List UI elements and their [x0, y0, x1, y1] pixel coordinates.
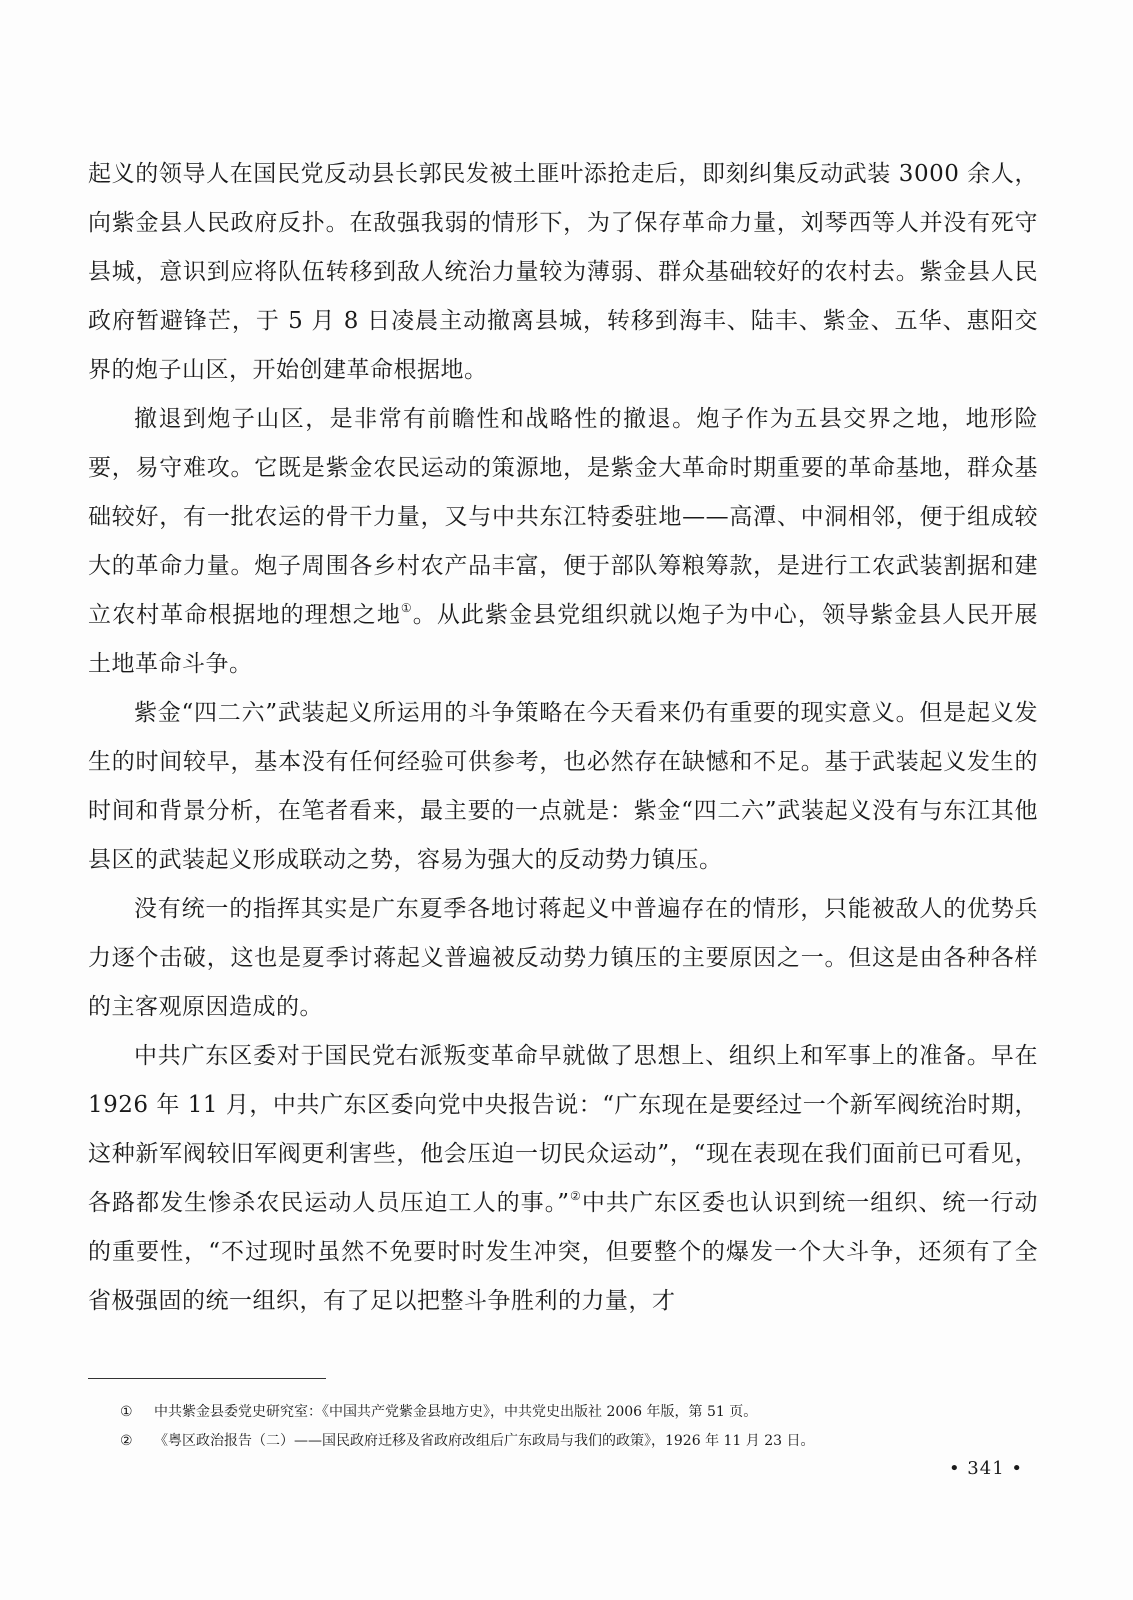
footnote-divider	[88, 1378, 326, 1379]
paragraph-text: 中共广东区委也认识到统一组织、统一行动的重要性，“不过现时虽然不免要时时发生冲突，但要整个的爆发一个大斗争，还须有了全省极强固的统一组织，有了足以把整斗争胜利的力量，才	[88, 1190, 1039, 1314]
footnote-text: 中共紫金县委党史研究室：《中国共产党紫金县地方史》，中共党史出版社 2006 年版，第 51 页。	[154, 1404, 758, 1420]
footnote-mark: ①	[120, 1404, 133, 1420]
footnotes	[120, 1398, 1050, 1456]
footnote-text: 《粤区政治报告（二）——国民政府迁移及省政府改组后广东政局与我们的政策》，1926 年 11 月 23 日。	[154, 1433, 815, 1449]
footnote-reference: ②	[569, 1189, 582, 1203]
paragraph-text: 撤退到炮子山区，是非常有前瞻性和战略性的撤退。炮子作为五县交界之地，地形险要，易守难攻。它既是紫金农民运动的策源地，是紫金大革命时期重要的革命基地，群众基础较好，有一批农运的骨干力量，又与中共东江特委驻地——高潭、中洞相邻，便于组成较大的革命力量。炮子周围各乡村农产品丰富，便于部队筹粮筹款，是进行工农武装割据和建立农村革命根据地的理想之地	[88, 406, 1038, 628]
paragraph	[88, 885, 1038, 1032]
paragraph	[88, 1032, 1038, 1326]
page-number: • 341 •	[948, 1458, 1023, 1479]
footnote	[120, 1398, 1050, 1427]
paragraph	[88, 689, 1038, 885]
paragraph-text: 。从此紫金县党组织就以炮子为中心，领导紫金县人民开展土地革命斗争。	[88, 602, 1039, 677]
paragraph-text: 中共广东区委对于国民党右派叛变革命早就做了思想上、组织上和军事上的准备。早在 1926 年 11 月，中共广东区委向党中央报告说：“广东现在是要经过一个新军阀统治时期，这种新军阀较旧军阀更利害些，他会压迫一切民众运动”，“现在表现在我们面前已可看见，各路都发生惨杀农民运动人员压迫工人的事。”	[88, 1043, 1038, 1216]
footnote-mark: ②	[120, 1433, 133, 1449]
footnote-reference: ①	[400, 601, 413, 615]
paragraph	[88, 150, 1038, 395]
paragraph-text: 紫金“四二六”武装起义所运用的斗争策略在今天看来仍有重要的现实意义。但是起义发生的时间较早，基本没有任何经验可供参考，也必然存在缺憾和不足。基于武装起义发生的时间和背景分析，在笔者看来，最主要的一点就是：紫金“四二六”武装起义没有与东江其他县区的武装起义形成联动之势，容易为强大的反动势力镇压。	[88, 700, 1038, 873]
paragraph-text: 起义的领导人在国民党反动县长郭民发被土匪叶添抢走后，即刻纠集反动武装 3000 余人，向紫金县人民政府反扑。在敌强我弱的情形下，为了保存革命力量，刘琴西等人并没有死守县城，意识到应将队伍转移到敌人统治力量较为薄弱、群众基础较好的农村去。紫金县人民政府暂避锋芒，于 5 月 8 日凌晨主动撤离县城，转移到海丰、陆丰、紫金、五华、惠阳交界的炮子山区，开始创建革命根据地。	[88, 161, 1038, 383]
paragraph-text: 没有统一的指挥其实是广东夏季各地讨蒋起义中普遍存在的情形，只能被敌人的优势兵力逐个击破，这也是夏季讨蒋起义普遍被反动势力镇压的主要原因之一。但这是由各种各样的主客观原因造成的。	[88, 896, 1038, 1020]
paragraph	[88, 395, 1038, 689]
footnote	[120, 1427, 1050, 1456]
body-text	[88, 150, 1038, 1326]
